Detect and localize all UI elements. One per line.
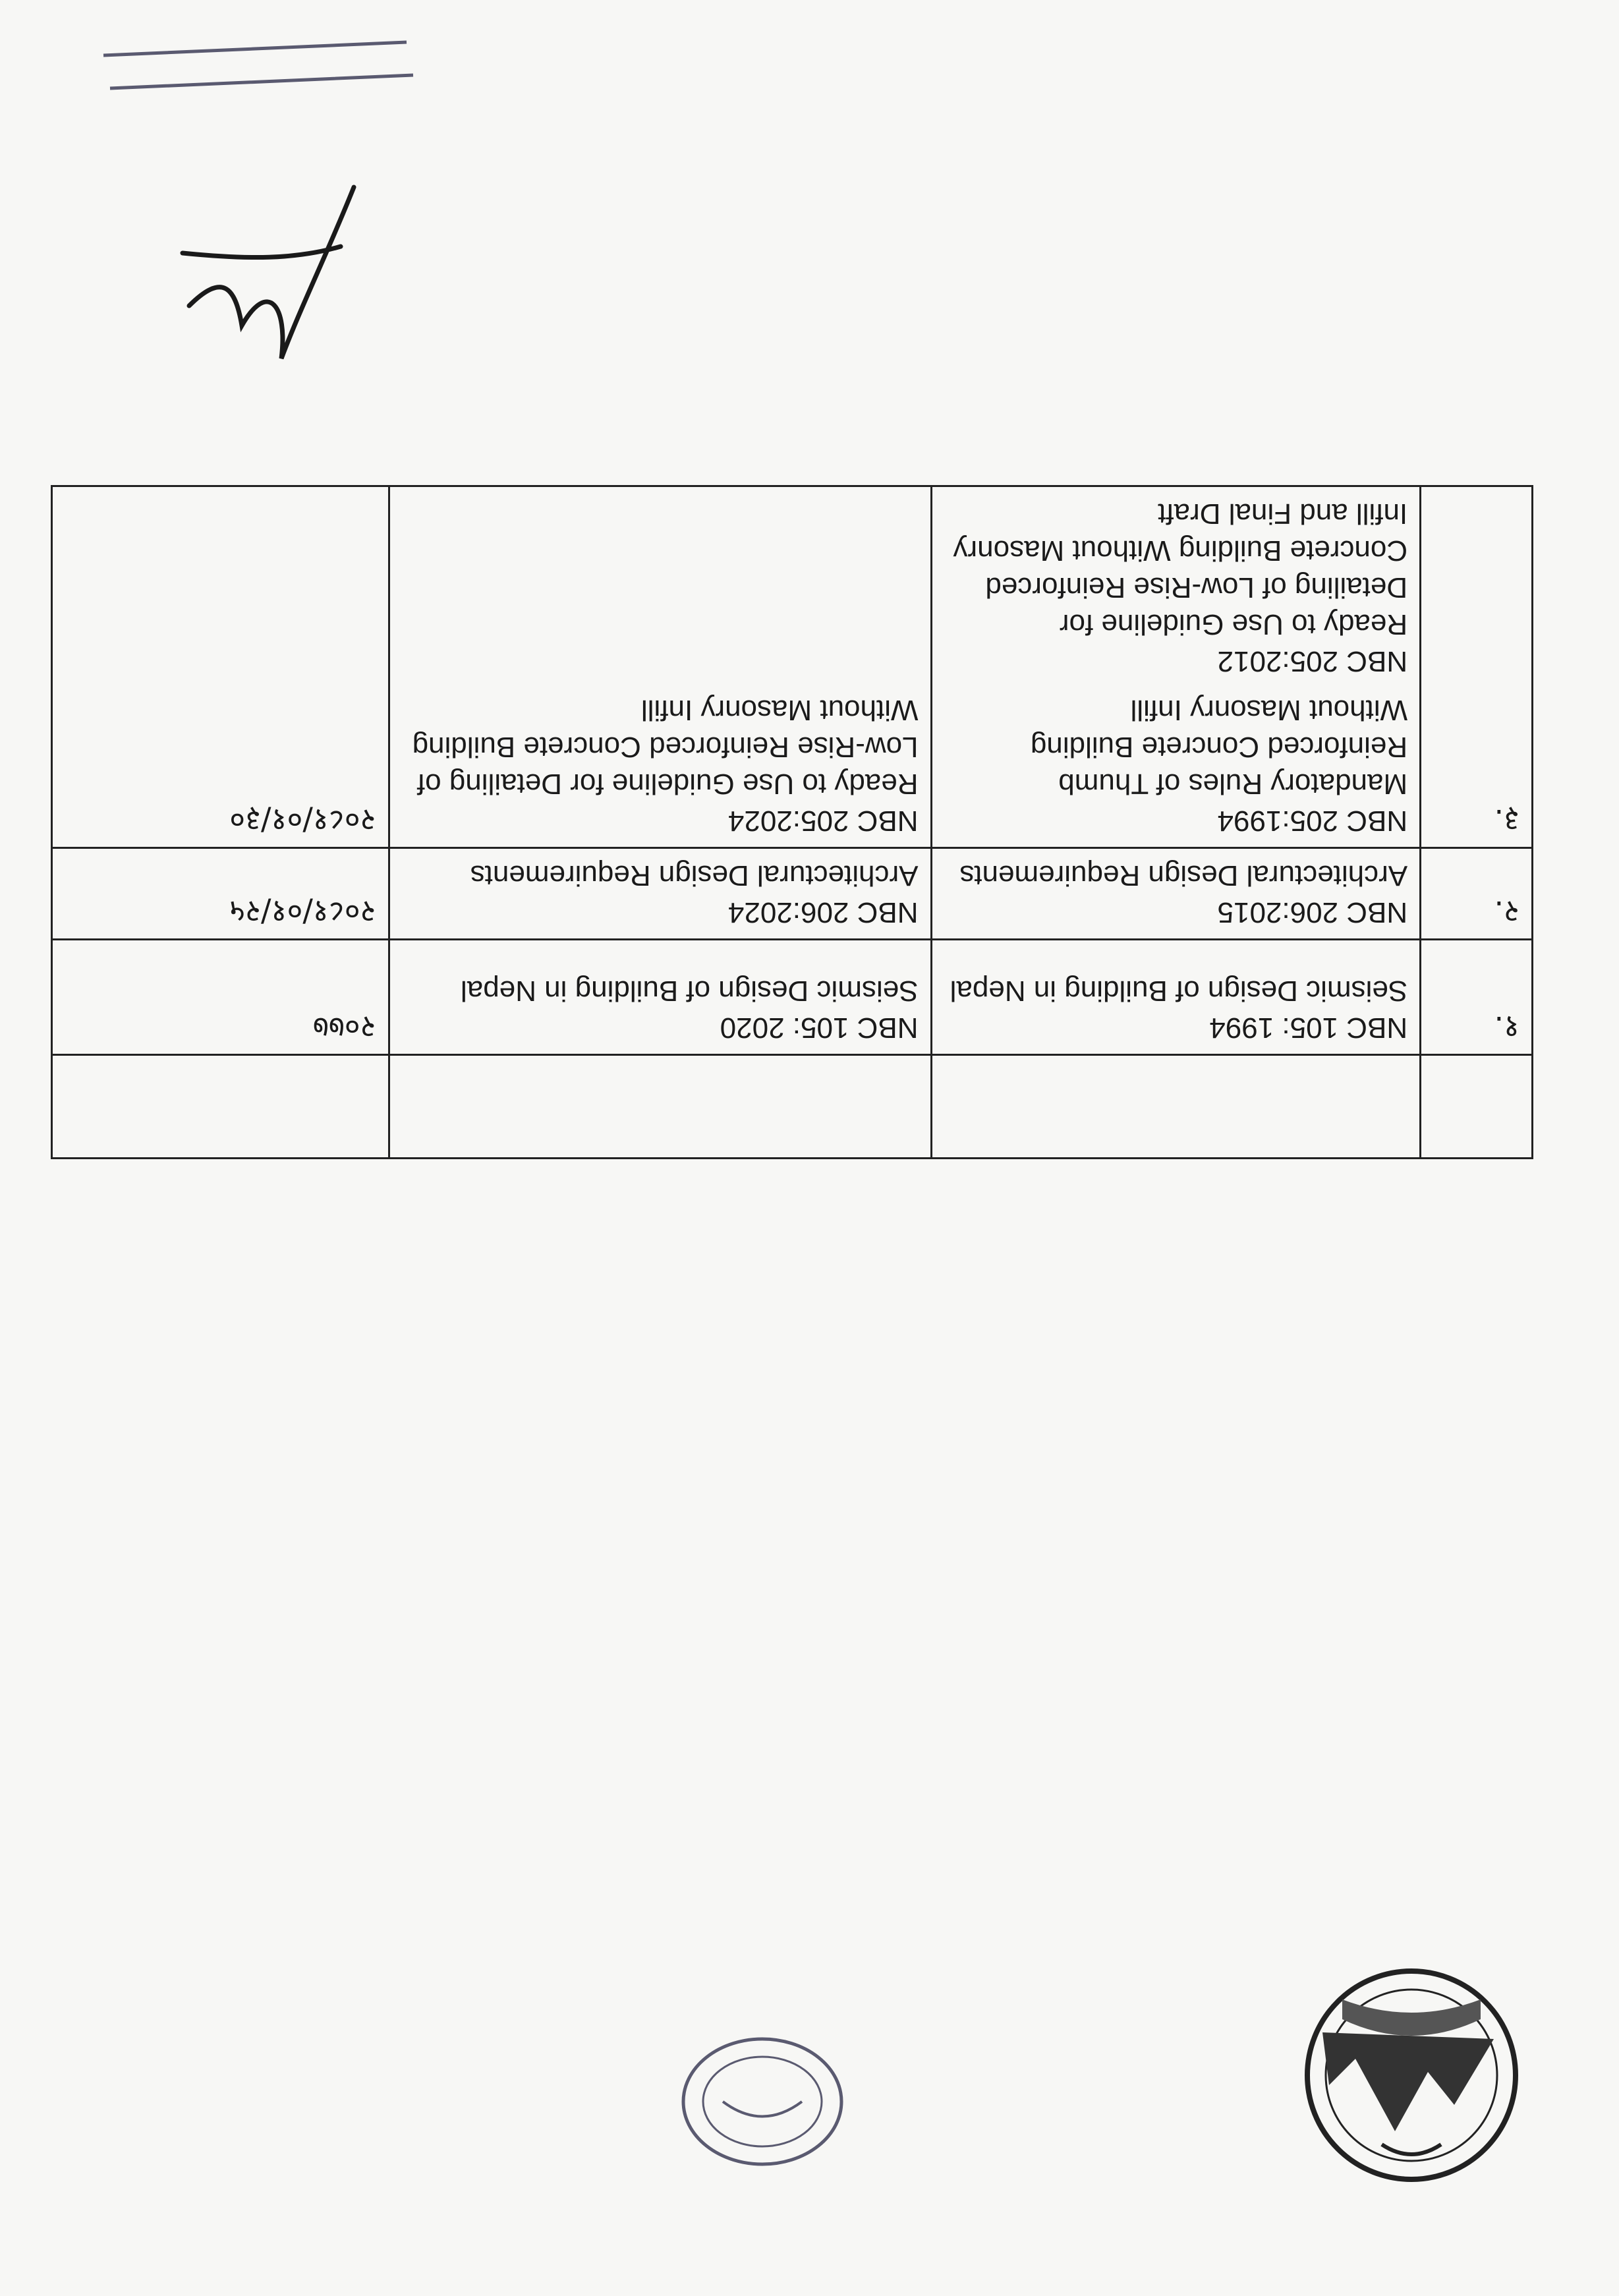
table-row (52, 940, 1533, 1055)
row-serial: ३. (1421, 486, 1533, 848)
table-row (52, 486, 1533, 848)
row-old-code (931, 486, 1421, 848)
row-serial: १. (1421, 940, 1533, 1055)
new-code-id: NBC 206:2024 (727, 896, 919, 929)
row-date: २०८१/०१/३० (52, 486, 389, 848)
new-code-title: Architectural Design Requirements (470, 859, 919, 892)
header-old-code (931, 1055, 1421, 1159)
row-new-code (389, 940, 931, 1055)
table-row (52, 848, 1533, 940)
reference-number (1471, 1845, 1494, 1884)
old-code-title-2: Ready to Use Guideline for Detailing of Low-Rise Reinforced Concrete Building Without Masonry Infill and Final Draft (953, 498, 1408, 641)
old-code-id: NBC 205:1994 (1217, 805, 1408, 837)
office-location (347, 2003, 677, 2046)
province-line (77, 1953, 374, 1993)
row-new-code (389, 486, 931, 848)
row-serial: २. (1421, 848, 1533, 940)
office-title (327, 2052, 1250, 2125)
new-code-title: Seismic Design of Building in Nepal (460, 975, 919, 1007)
row-date: २०८१/०१/२५ (52, 848, 389, 940)
new-code-id: NBC 205:2024 (727, 805, 919, 837)
notice-subject (222, 1675, 1342, 1716)
row-old-code (931, 848, 1421, 940)
organization-title (327, 2131, 1250, 2204)
signer-name (110, 166, 413, 207)
new-code-id: NBC 105: 2020 (720, 1012, 919, 1044)
header-effective-date (52, 1055, 389, 1159)
notice-body (123, 1215, 1494, 1637)
dispatch-number (1471, 1792, 1494, 1831)
old-code-id-2: NBC 205:2012 (1217, 645, 1408, 677)
signer-title (84, 120, 440, 161)
header-serial (1421, 1055, 1533, 1159)
old-code-title: Mandatory Rules of Thumb Reinforced Concrete Building Without Masonry Infill (1030, 694, 1408, 800)
old-code-title: Architectural Design Requirements (959, 859, 1408, 892)
header-new-code (389, 1055, 931, 1159)
row-date: २०७७ (52, 940, 389, 1055)
old-code-id: NBC 105: 1994 (1209, 1012, 1408, 1044)
issue-date (555, 1845, 578, 1884)
signatory-stamp (84, 9, 440, 115)
row-new-code (389, 848, 931, 940)
old-code-title: Seismic Design of Building in Nepal (950, 975, 1408, 1007)
municipality-emblem-icon (1303, 1966, 1520, 2184)
old-code-id: NBC 206:2015 (1217, 896, 1408, 929)
table-header-row (52, 1055, 1533, 1159)
new-code-title: Ready to Use Guideline for Detailing of Low-Rise Reinforced Concrete Building Without Masonry Infill (412, 694, 919, 800)
building-code-table (51, 485, 1533, 1159)
row-old-code (931, 940, 1421, 1055)
